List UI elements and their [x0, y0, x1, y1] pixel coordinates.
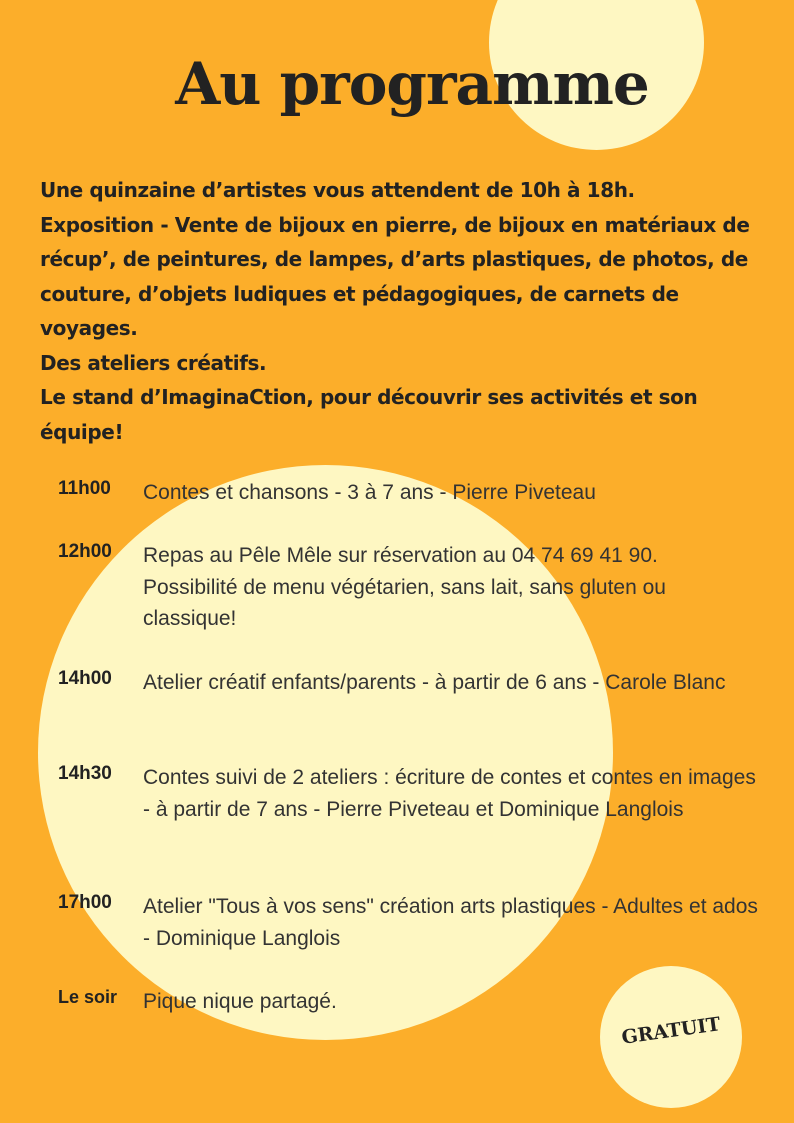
schedule-time: 17h00	[58, 892, 112, 913]
intro-text	[40, 173, 770, 449]
intro-line-exposition: Exposition - Vente de bijoux en pierre, de bijoux en matériaux de récup’, de peintures, de lampes, d’arts plastiques, de photos, de couture, d’objets ludiques et pédagogiques, de carnets de voyages.	[40, 212, 750, 340]
intro-line-artists: Une quinzaine d’artistes vous attendent de 10h à 18h.	[40, 178, 635, 202]
schedule-time: 11h00	[58, 478, 111, 499]
intro-line-stand: Le stand d’ImaginaCtion, pour découvrir ses activités et son équipe!	[40, 385, 698, 444]
intro-line-ateliers: Des ateliers créatifs.	[40, 350, 267, 375]
schedule-description: Repas au Pêle Mêle sur réservation au 04 74 69 41 90. Possibilité de menu végétarien, sans lait, sans gluten ou classique!	[143, 544, 666, 630]
schedule-description: Contes suivi de 2 ateliers : écriture de contes et contes en images - à partir de 7 ans - Pierre Piveteau et Dominique Langlois	[143, 766, 756, 821]
schedule-time: 12h00	[58, 541, 112, 562]
schedule-time: 14h00	[58, 668, 112, 689]
page-title: Au programme	[175, 50, 649, 118]
schedule-time: 14h30	[58, 763, 112, 784]
schedule-description: Contes et chansons - 3 à 7 ans - Pierre Piveteau	[143, 481, 596, 504]
free-badge: GRATUIT	[620, 1013, 722, 1049]
schedule-description: Atelier "Tous à vos sens" création arts plastiques - Adultes et ados - Dominique Langlois	[143, 895, 758, 950]
schedule-time: Le soir	[58, 987, 118, 1007]
schedule-description: Pique nique partagé.	[143, 990, 337, 1013]
schedule-description: Atelier créatif enfants/parents - à partir de 6 ans - Carole Blanc	[143, 671, 726, 694]
